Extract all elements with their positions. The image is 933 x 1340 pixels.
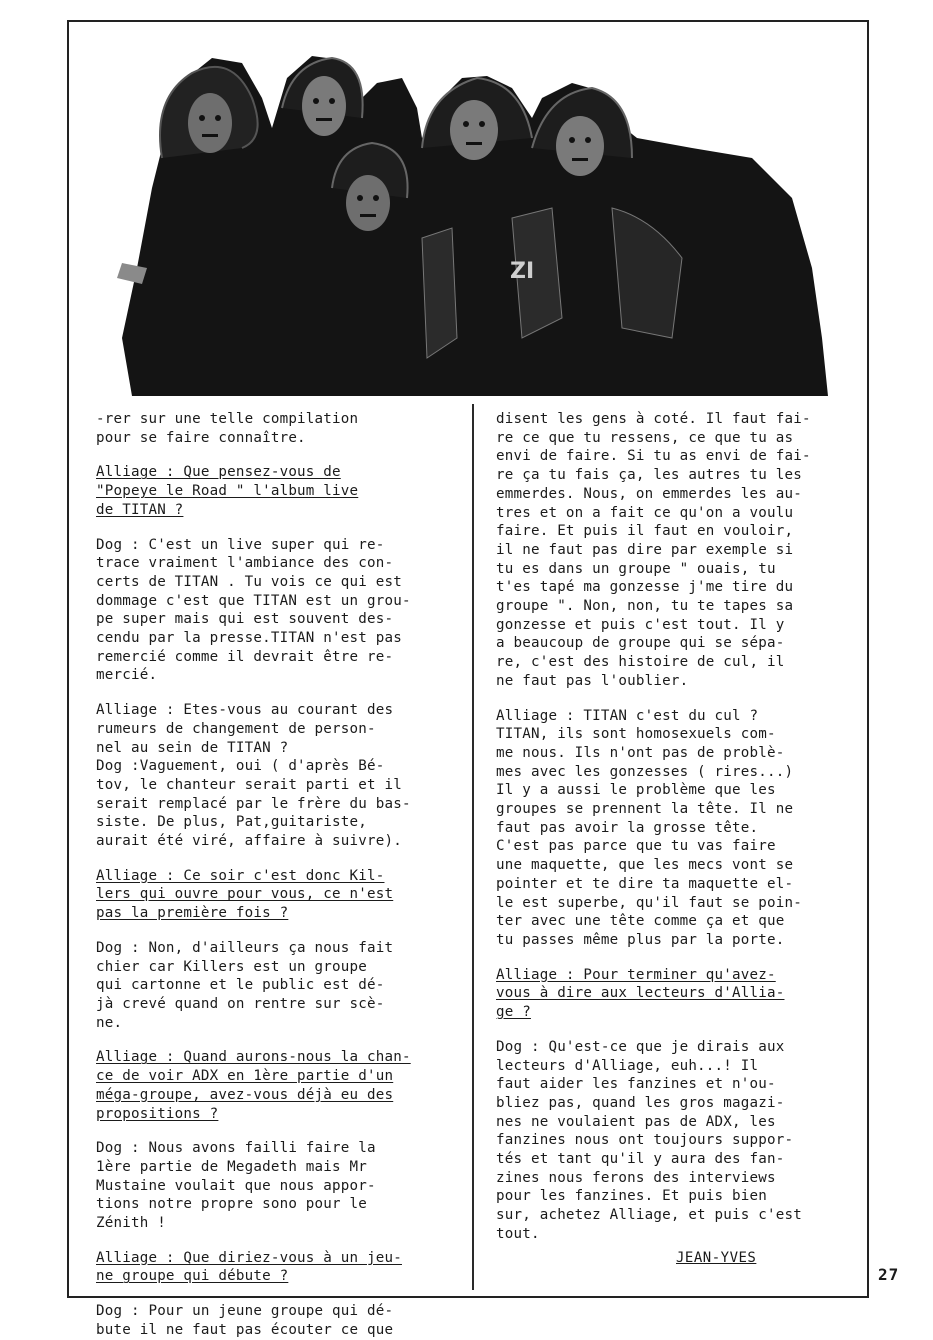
answer: Dog : Pour un jeune groupe qui dé- bute il ne faut pas écouter ce que: [96, 1303, 394, 1338]
question-answer: Alliage : TITAN c'est du cul ? TITAN, ils sont homosexuels com- me nous. Ils n'ont pas de problè- mes avec les gonzesses ( rires...) Il y a aussi le problème que les groupes se prennent la tête. Il ne faut pas avoir la grosse tête. C'est pas parce que tu vas faire une maquette, que les mecs vont se pointer et te dire ta maquette el- le est superbe, qu'il faut se poin- ter avec une tête comme ça et que tu passes même plus par la porte.: [496, 707, 802, 948]
question: Alliage : Ce soir c'est donc Kil- lers qui ouvre pour vous, ce n'est pas la première fois ?: [96, 867, 394, 922]
left-column: [96, 410, 462, 1340]
paragraph: disent les gens à coté. Il faut fai- re ce que tu ressens, ce que tu as envi de faire. Si tu as envi de fai- re ça tu fais ça, les autres tu les emmerdes. Nous, on emmerdes les au- tres et on a fait ce qu'on a voulu faire. Et puis il faut en vouloir, il ne faut pas dire par exemple si tu es dans un groupe " ouais, tu t'es tapé ma gonzesse j'me tire du groupe ". Non, non, tu te tapes sa gonzesse et puis c'est tout. Il y a beaucoup de groupe qui se sépa- re, c'est des histoire de cul, il ne faut pas l'oublier.: [496, 411, 811, 689]
answer: Dog : C'est un live super qui re- trace vraiment l'ambiance des con- certs de TITAN . Tu vois ce qui est dommage c'est que TITAN est un grou- pe super mais qui est souvent des- cendu par la presse.TITAN n'est pas remercié comme il devrait être re- mercié.: [96, 536, 411, 684]
band-photo: [92, 38, 828, 396]
question: Alliage : Quand aurons-nous la chan- ce de voir ADX en 1ère partie d'un méga-groupe, avez-vous déjà eu des propositions ?: [96, 1049, 411, 1122]
answer: Dog : Qu'est-ce que je dirais aux lecteurs d'Alliage, euh...! Il faut aider les fanzines et n'ou- bliez pas, quand les gros magazi- nes ne voulaient pas de ADX, les fanzines nous ont toujours suppor- tés et tant qu'il y aura des fan- zines nous ferons des interviews pour les fanzines. Et puis bien sur, achetez Alliage, et puis c'est tout.: [496, 1038, 802, 1242]
column-divider: [472, 404, 474, 1290]
author-signature: JEAN-YVES: [676, 1250, 757, 1266]
question: Alliage : Que pensez-vous de "Popeye le Road " l'album live de TITAN ?: [96, 464, 359, 518]
shirt-text: ZI: [510, 259, 535, 284]
answer: Dog : Non, d'ailleurs ça nous fait chier car Killers est un groupe qui cartonne et le public est dé- jà crevé quand on rentre sur scè- ne.: [96, 939, 394, 1031]
paragraph: -rer sur une telle compilation pour se faire connaître.: [96, 411, 359, 446]
question: Alliage : Que diriez-vous à un jeu- ne groupe qui débute ?: [96, 1249, 402, 1285]
answer: Dog : Nous avons failli faire la 1ère partie de Megadeth mais Mr Mustaine voulait que nous appor- tions notre propre sono pour le Zénith !: [96, 1140, 376, 1232]
page-number: 27: [878, 1265, 900, 1284]
question: Alliage : Pour terminer qu'avez- vous à dire aux lecteurs d'Allia- ge ?: [496, 966, 785, 1021]
question-answer: Alliage : Etes-vous au courant des rumeurs de changement de person- nel au sein de TITAN ? Dog :Vaguement, oui ( d'après Bé- tov, le chanteur serait parti et il serait remplacé par le frère du bas- siste. De plus, Pat,guitariste, aurait été viré, affaire à suivre).: [96, 702, 411, 850]
right-column: [496, 410, 858, 1244]
